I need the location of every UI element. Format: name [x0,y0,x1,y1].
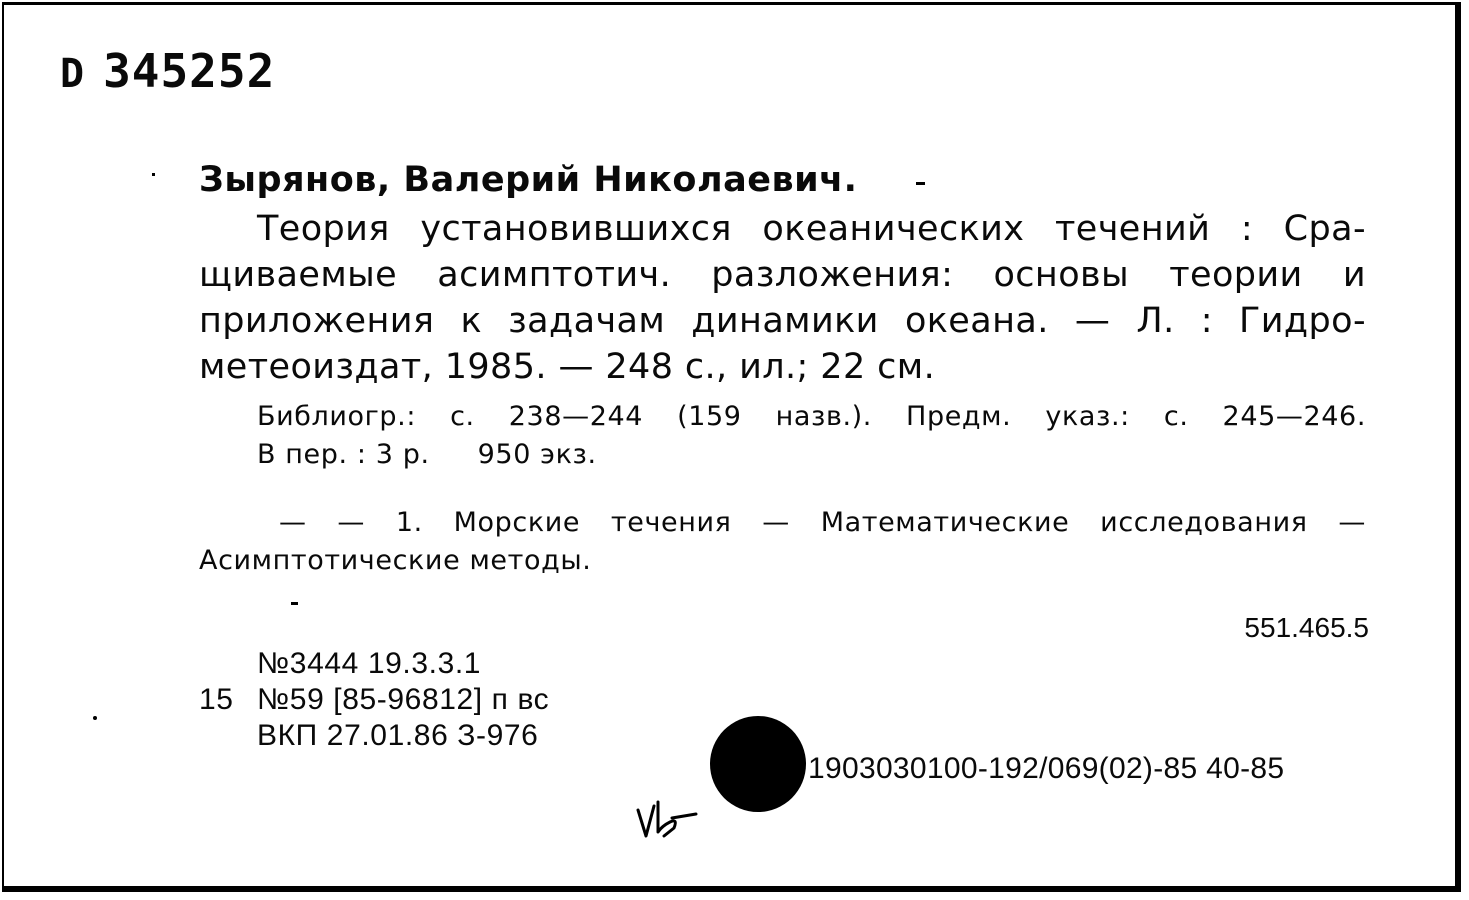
code-line-1: №3444 19.3.3.1 [257,647,482,680]
subject-line-1: — — 1. Морские течения — Математические исследования — [279,507,1366,538]
notes-row-2 [257,436,1366,474]
print-speck [152,173,155,176]
code-line-2-text: №59 [85-96812] п вс [257,683,550,716]
price-note: В пер. : 3 р. [257,439,430,470]
isbn-code: 1903030100-192/069(02)-85 40-85 [808,752,1285,785]
catalog-number-value: 345252 [103,44,276,98]
code-line-3: ВКП 27.01.86 З-976 [257,719,539,752]
catalog-number [60,44,275,98]
handwritten-initials [634,796,704,844]
registration-codes [199,646,549,754]
print-speck [916,182,925,185]
print-speck [291,602,298,605]
title-line-1: Теория установившихся океанических течений : Сра- [257,209,1366,249]
print-speck [93,716,97,720]
subject-line-2: Асимптотические методы. [199,545,592,576]
notes-block [257,398,1366,474]
bibliography-note: Библиогр.: с. 238—244 (159 назв.). [257,401,872,432]
title-line-4: метеоиздат, 1985. — 248 с., ил.; 22 см. [199,347,936,387]
title-line-3: приложения к задачам динамики океана. — Л. : Гидро- [199,301,1366,341]
title-line-2: щиваемые асимптотич. разложения: основы теории и [199,255,1366,295]
udc-code: 551.465.5 [1244,612,1369,643]
code-line-2-number: 15 [199,683,234,716]
copies-note: 950 экз. [477,439,597,470]
subject-headings [199,504,1366,580]
catalog-prefix: D [60,51,86,97]
title-description [199,206,1366,390]
notes-row-1 [257,398,1366,436]
punch-hole-mark [710,716,806,812]
index-note: Предм. указ.: с. 245—246. [906,401,1367,432]
author-heading: Зырянов, Валерий Николаевич. [199,160,858,200]
code-line-2 [199,682,549,718]
